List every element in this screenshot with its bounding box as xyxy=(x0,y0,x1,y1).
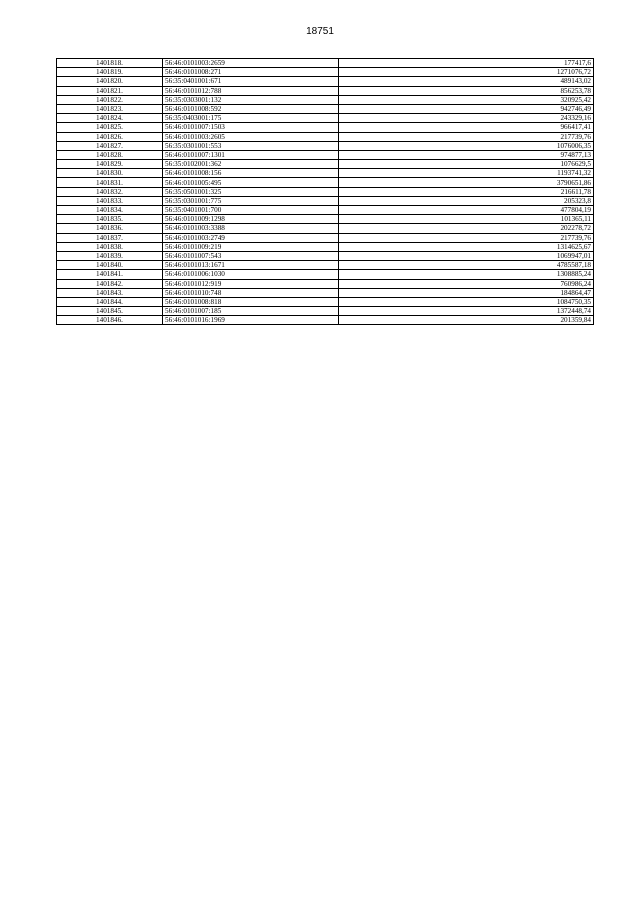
table-row xyxy=(57,206,594,215)
table-row xyxy=(57,279,594,288)
cadastral-number-cell: 56:46:0101010:748 xyxy=(163,288,339,297)
cadastral-number-cell: 56:35:0403001:175 xyxy=(163,114,339,123)
table-row xyxy=(57,270,594,279)
row-number-cell: 1401832. xyxy=(57,187,163,196)
row-number-cell: 1401822. xyxy=(57,95,163,104)
row-number-cell: 1401823. xyxy=(57,104,163,113)
table-row xyxy=(57,215,594,224)
value-cell: 101365,11 xyxy=(339,215,594,224)
table-row xyxy=(57,178,594,187)
table-row xyxy=(57,233,594,242)
cadastral-number-cell: 56:46:0101007:543 xyxy=(163,251,339,260)
cadastral-number-cell: 56:46:0101003:2605 xyxy=(163,132,339,141)
value-cell: 184864,47 xyxy=(339,288,594,297)
row-number-cell: 1401831. xyxy=(57,178,163,187)
table-row xyxy=(57,95,594,104)
table-row xyxy=(57,316,594,325)
row-number-cell: 1401839. xyxy=(57,251,163,260)
row-number-cell: 1401835. xyxy=(57,215,163,224)
row-number-cell: 1401827. xyxy=(57,141,163,150)
row-number-cell: 1401840. xyxy=(57,261,163,270)
page-number: 18751 xyxy=(306,26,334,37)
cadastral-number-cell: 56:46:0101012:919 xyxy=(163,279,339,288)
value-cell: 1372448,74 xyxy=(339,307,594,316)
value-cell: 216611,78 xyxy=(339,187,594,196)
cadastral-number-cell: 56:35:0401001:700 xyxy=(163,206,339,215)
value-cell: 1076006,35 xyxy=(339,141,594,150)
cadastral-number-cell: 56:46:0101005:495 xyxy=(163,178,339,187)
cadastral-number-cell: 56:46:0101006:1030 xyxy=(163,270,339,279)
row-number-cell: 1401833. xyxy=(57,196,163,205)
value-cell: 477804,19 xyxy=(339,206,594,215)
table-row xyxy=(57,251,594,260)
value-cell: 217739,76 xyxy=(339,233,594,242)
row-number-cell: 1401828. xyxy=(57,150,163,159)
value-cell: 217739,76 xyxy=(339,132,594,141)
cadastral-number-cell: 56:46:0101008:271 xyxy=(163,68,339,77)
registry-table xyxy=(56,58,594,325)
table-row xyxy=(57,77,594,86)
cadastral-number-cell: 56:46:0101007:185 xyxy=(163,307,339,316)
cadastral-number-cell: 56:46:0101013:1671 xyxy=(163,261,339,270)
table-row xyxy=(57,196,594,205)
value-cell: 202278,72 xyxy=(339,224,594,233)
value-cell: 1314625,67 xyxy=(339,242,594,251)
value-cell: 966417,41 xyxy=(339,123,594,132)
table-row xyxy=(57,59,594,68)
cadastral-number-cell: 56:46:0101016:1969 xyxy=(163,316,339,325)
row-number-cell: 1401844. xyxy=(57,297,163,306)
cadastral-number-cell: 56:46:0101008:156 xyxy=(163,169,339,178)
value-cell: 856253,78 xyxy=(339,86,594,95)
value-cell: 974877,13 xyxy=(339,150,594,159)
cadastral-number-cell: 56:46:0101012:788 xyxy=(163,86,339,95)
row-number-cell: 1401838. xyxy=(57,242,163,251)
value-cell: 1308885,24 xyxy=(339,270,594,279)
row-number-cell: 1401830. xyxy=(57,169,163,178)
cadastral-number-cell: 56:46:0101009:219 xyxy=(163,242,339,251)
row-number-cell: 1401821. xyxy=(57,86,163,95)
value-cell: 1069947,01 xyxy=(339,251,594,260)
value-cell: 320925,42 xyxy=(339,95,594,104)
row-number-cell: 1401843. xyxy=(57,288,163,297)
cadastral-number-cell: 56:46:0101008:818 xyxy=(163,297,339,306)
value-cell: 205323,8 xyxy=(339,196,594,205)
value-cell: 1271076,72 xyxy=(339,68,594,77)
row-number-cell: 1401841. xyxy=(57,270,163,279)
value-cell: 4785587,18 xyxy=(339,261,594,270)
row-number-cell: 1401820. xyxy=(57,77,163,86)
row-number-cell: 1401842. xyxy=(57,279,163,288)
table-row xyxy=(57,297,594,306)
table-row xyxy=(57,150,594,159)
table-row xyxy=(57,288,594,297)
row-number-cell: 1401834. xyxy=(57,206,163,215)
row-number-cell: 1401845. xyxy=(57,307,163,316)
value-cell: 1193741,32 xyxy=(339,169,594,178)
cadastral-number-cell: 56:46:0101007:1301 xyxy=(163,150,339,159)
table-row xyxy=(57,261,594,270)
table-row xyxy=(57,224,594,233)
cadastral-number-cell: 56:46:0101008:592 xyxy=(163,104,339,113)
value-cell: 1084750,35 xyxy=(339,297,594,306)
row-number-cell: 1401819. xyxy=(57,68,163,77)
cadastral-number-cell: 56:35:0301001:775 xyxy=(163,196,339,205)
table-row xyxy=(57,68,594,77)
table-row xyxy=(57,160,594,169)
cadastral-number-cell: 56:35:0301001:553 xyxy=(163,141,339,150)
row-number-cell: 1401836. xyxy=(57,224,163,233)
table-row xyxy=(57,242,594,251)
value-cell: 942746,49 xyxy=(339,104,594,113)
row-number-cell: 1401826. xyxy=(57,132,163,141)
row-number-cell: 1401825. xyxy=(57,123,163,132)
cadastral-number-cell: 56:35:0401001:671 xyxy=(163,77,339,86)
value-cell: 489143,02 xyxy=(339,77,594,86)
value-cell: 760986,24 xyxy=(339,279,594,288)
value-cell: 177417,6 xyxy=(339,59,594,68)
cadastral-number-cell: 56:46:0101003:2659 xyxy=(163,59,339,68)
cadastral-number-cell: 56:46:0101003:2749 xyxy=(163,233,339,242)
table-body xyxy=(57,59,594,325)
table-row xyxy=(57,141,594,150)
row-number-cell: 1401846. xyxy=(57,316,163,325)
row-number-cell: 1401818. xyxy=(57,59,163,68)
cadastral-number-cell: 56:46:0101007:1503 xyxy=(163,123,339,132)
table-row xyxy=(57,169,594,178)
table-row xyxy=(57,86,594,95)
table-row xyxy=(57,104,594,113)
value-cell: 1076629,5 xyxy=(339,160,594,169)
row-number-cell: 1401829. xyxy=(57,160,163,169)
table-row xyxy=(57,114,594,123)
cadastral-number-cell: 56:46:0101003:3388 xyxy=(163,224,339,233)
row-number-cell: 1401837. xyxy=(57,233,163,242)
table-row xyxy=(57,307,594,316)
table-row xyxy=(57,123,594,132)
cadastral-number-cell: 56:46:0101009:1298 xyxy=(163,215,339,224)
value-cell: 3790651,86 xyxy=(339,178,594,187)
table-row xyxy=(57,187,594,196)
row-number-cell: 1401824. xyxy=(57,114,163,123)
cadastral-number-cell: 56:35:0303001:132 xyxy=(163,95,339,104)
value-cell: 201359,84 xyxy=(339,316,594,325)
cadastral-number-cell: 56:35:0102001:362 xyxy=(163,160,339,169)
value-cell: 243329,16 xyxy=(339,114,594,123)
cadastral-number-cell: 56:35:0501001:325 xyxy=(163,187,339,196)
table-row xyxy=(57,132,594,141)
